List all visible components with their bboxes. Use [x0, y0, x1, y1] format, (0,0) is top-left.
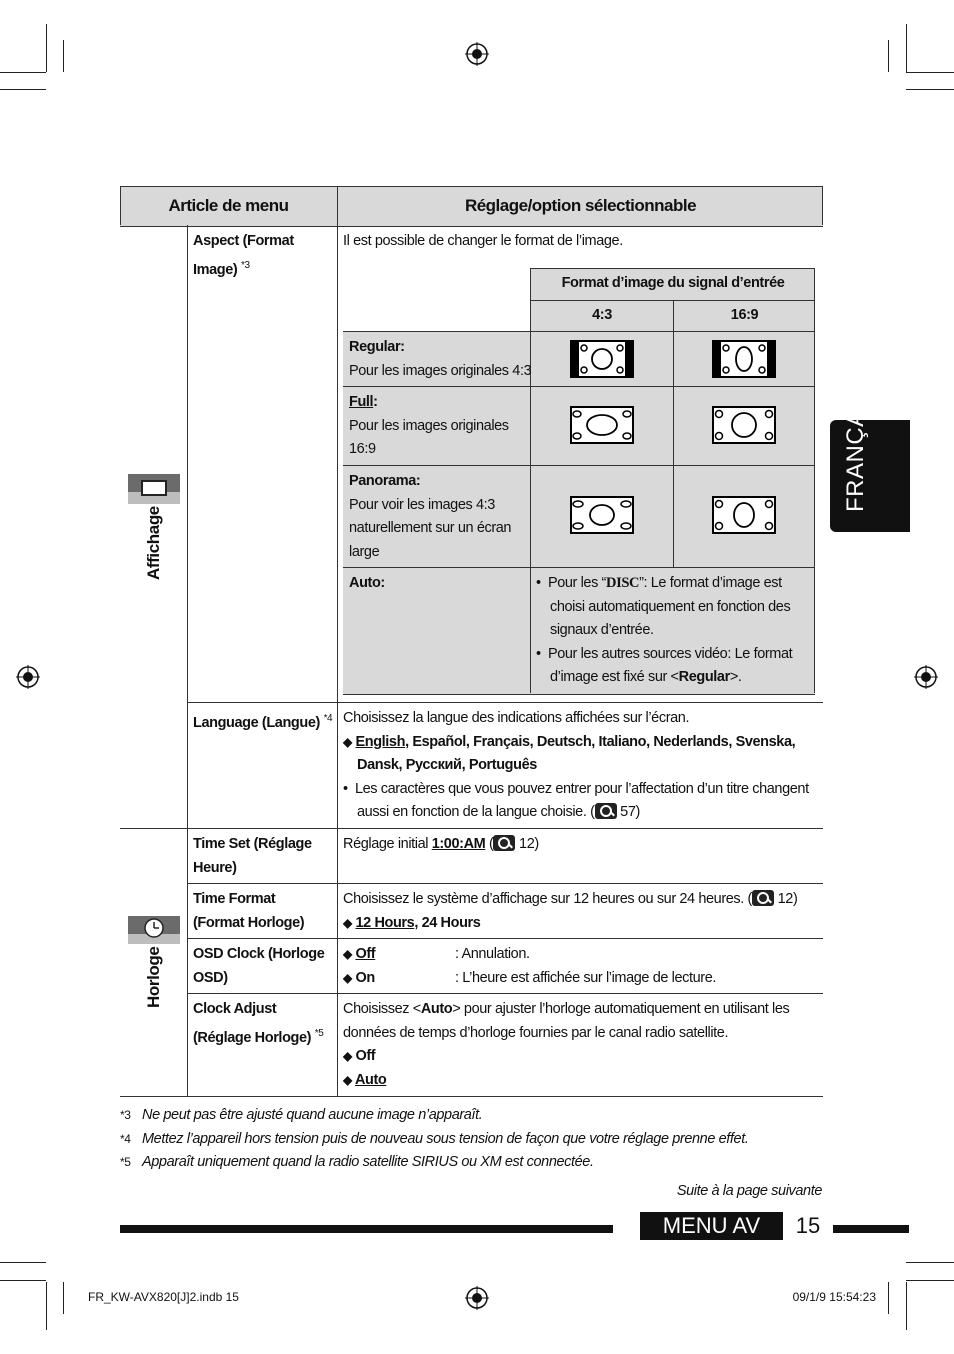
- footnote-text: Mettez l’appareil hors tension puis de nouveau sous tension de façon que votre réglage prenne effet.: [142, 1130, 749, 1147]
- clock-adjust-post: > pour ajuster l’horloge automatiquement en utilisant les: [452, 1001, 790, 1017]
- panorama-desc-3: large: [349, 543, 380, 560]
- diamond-icon: ◆: [343, 734, 352, 749]
- language-bullet-pre: aussi en fonction de la langue choisie. (: [357, 804, 595, 820]
- clock-adjust-pre: Choisissez <: [343, 1001, 421, 1017]
- language-english: English: [355, 733, 406, 750]
- row-divider: [187, 993, 823, 994]
- crop-mark: [906, 24, 907, 72]
- diamond-icon: ◆: [343, 947, 352, 961]
- registration-mark-icon: [914, 665, 938, 689]
- regular-4-3-icon: [570, 340, 634, 378]
- auto-b2-post: >.: [729, 669, 742, 685]
- table-header: [120, 186, 823, 227]
- magnifier-icon: [752, 890, 774, 906]
- footnotes: [120, 1104, 748, 1175]
- footer-section-box: [640, 1212, 783, 1240]
- col-4-3: 4:3: [592, 307, 612, 323]
- regular-16-9-icon: [712, 340, 776, 378]
- osd-title-1: OSD Clock (Horloge: [193, 946, 325, 962]
- language-title: Language (Langue): [193, 714, 320, 731]
- auto-b2-line1: Pour les autres sources vidéo: Le format: [547, 645, 793, 662]
- col-16-9: 16:9: [730, 307, 759, 323]
- auto-title: Auto:: [349, 575, 385, 591]
- clock-adjust-auto-row: [343, 1069, 818, 1093]
- footnote-text: Apparaît uniquement quand la radio satellite SIRIUS ou XM est connectée.: [142, 1154, 594, 1170]
- footnote-mark: *3: [120, 1108, 131, 1122]
- clock-adjust-auto: Auto: [354, 1071, 387, 1088]
- footnote-mark: *4: [120, 1131, 131, 1146]
- crop-mark: [888, 40, 889, 72]
- side-tab-label: FRANÇAIS: [842, 386, 869, 512]
- crop-mark: [46, 24, 47, 72]
- display-screen-icon: [128, 474, 180, 504]
- crop-mark: [0, 1280, 46, 1281]
- regular-desc: Pour les images originales 4:3: [349, 362, 532, 379]
- menu-item-time-set: [193, 833, 312, 880]
- osd-on-row: [343, 967, 818, 991]
- diamond-icon: ◆: [343, 970, 352, 985]
- osd-off-desc: : Annulation.: [455, 946, 530, 962]
- time-format-content: [343, 888, 818, 935]
- footnote-4: [120, 1128, 748, 1152]
- section-label-horloge: Horloge: [144, 946, 163, 1008]
- row-divider: [187, 938, 823, 939]
- crop-mark: [888, 1282, 889, 1314]
- crop-mark: [63, 40, 64, 72]
- clock-adjust-title-1: Clock Adjust: [193, 1001, 277, 1017]
- language-bullet-line2: [343, 801, 818, 825]
- footer-bar-left: [120, 1225, 613, 1233]
- magnifier-icon: [493, 835, 515, 851]
- aspect-title-1: Aspect (Format: [193, 233, 294, 249]
- panorama-desc-2: naturellement sur un écran: [349, 520, 512, 536]
- option-full: [349, 391, 509, 462]
- table-divider: [822, 186, 823, 225]
- osd-off: Off: [355, 946, 376, 962]
- diamond-icon: ◆: [343, 1049, 352, 1063]
- language-bullet-ref: 57): [620, 804, 640, 820]
- language-rest-1: , Español, Français, Deutsch, Italiano, Nederlands, Svenska,: [405, 733, 796, 750]
- osd-on: On: [355, 969, 375, 986]
- crop-mark: [906, 1280, 954, 1281]
- section-label-affichage: Affichage: [144, 506, 163, 580]
- registration-mark-icon: [465, 42, 489, 66]
- time-format-title-1: Time Format: [193, 891, 276, 907]
- inner-divider: [530, 268, 531, 693]
- auto-b2-pre: d’image est fixé sur <: [550, 669, 679, 685]
- time-format-12: 12 Hours: [355, 914, 415, 931]
- crop-mark: [0, 1262, 46, 1263]
- footnote-3: [120, 1104, 748, 1128]
- language-side-tab: [830, 386, 910, 532]
- language-bullet-1: Les caractères que vous pouvez entrer pour l’affectation d’un titre changent: [354, 780, 809, 797]
- row-divider: [120, 828, 823, 829]
- footnote-mark: *5: [120, 1155, 131, 1169]
- aspect-title-2: Image): [193, 261, 238, 278]
- crop-mark: [46, 1282, 47, 1330]
- panorama-desc-1: Pour voir les images 4:3: [349, 496, 495, 513]
- diamond-icon: ◆: [343, 1072, 352, 1087]
- crop-mark: [63, 1282, 64, 1314]
- auto-bullet-1: • Pour les “DISC”: Le format d’image est: [536, 575, 782, 591]
- header-menu-item: Article de menu: [168, 196, 289, 215]
- auto-b1-post: ”: Le format d’image est: [639, 575, 782, 591]
- inner-divider: [673, 300, 674, 568]
- crop-mark: [906, 89, 954, 90]
- row-divider: [120, 1096, 823, 1097]
- table-divider: [187, 225, 188, 1096]
- menu-item-clock-adjust: [193, 998, 323, 1050]
- time-set-ref: 12): [519, 836, 539, 852]
- full-title: Full: [349, 394, 374, 410]
- auto-b1-disc: DISC: [606, 575, 640, 591]
- regular-title: Regular:: [349, 339, 405, 355]
- language-intro: Choisissez la langue des indications affichées sur l’écran.: [343, 710, 690, 726]
- inner-divider: [343, 567, 815, 568]
- clock-adjust-off-row: [343, 1045, 818, 1069]
- time-set-title-2: Heure): [193, 859, 237, 876]
- crop-mark: [906, 72, 954, 73]
- footer-section-label: MENU AV: [662, 1213, 761, 1238]
- language-rest-2: Dansk, Русский, Português: [357, 757, 537, 773]
- time-format-ref: 12): [777, 891, 798, 907]
- inner-divider: [343, 465, 815, 466]
- inner-divider: [814, 268, 815, 693]
- osd-content: [343, 943, 818, 990]
- auto-bullet-2: • Pour les autres sources vidéo: Le format: [536, 645, 793, 662]
- table-divider: [337, 186, 338, 1096]
- menu-item-osd-clock: [193, 943, 324, 990]
- auto-b1-line2: choisi automatiquement en fonction des: [550, 598, 791, 615]
- continue-note: Suite à la page suivante: [676, 1183, 822, 1199]
- crop-mark: [906, 1262, 954, 1263]
- diamond-icon: ◆: [343, 915, 352, 930]
- language-options: [343, 731, 818, 755]
- row-divider: [187, 702, 823, 703]
- full-colon: :: [373, 394, 378, 410]
- auto-b1-line3: signaux d’entrée.: [550, 622, 654, 638]
- footer-bar-right: [833, 1225, 909, 1233]
- clock-adjust-line2: données de temps d’horloge fournies par le canal radio satellite.: [343, 1024, 729, 1041]
- language-content: [343, 707, 818, 825]
- option-regular: [349, 336, 531, 383]
- time-format-pre: Choisissez le système d’affichage sur 12 heures ou sur 24 heures. (: [343, 891, 752, 907]
- full-desc-1: Pour les images originales: [349, 417, 509, 434]
- menu-item-language: [193, 707, 332, 735]
- footnote-5: [120, 1151, 748, 1175]
- footnote-ref: *4: [323, 713, 333, 724]
- full-desc-2: 16:9: [349, 441, 376, 457]
- header-setting-option: Réglage/option sélectionnable: [464, 196, 697, 215]
- aspect-intro: Il est possible de changer le format de l’image.: [343, 233, 623, 249]
- crop-mark: [0, 72, 46, 73]
- clock-adjust-content: [343, 998, 818, 1092]
- panorama-4-3-icon: [570, 496, 634, 534]
- page-number: 15: [795, 1213, 821, 1238]
- time-set-mid: (: [485, 836, 494, 852]
- time-format-options: [343, 912, 818, 936]
- time-format-text: [343, 888, 818, 912]
- auto-b2-bold: Regular: [678, 669, 730, 685]
- crop-mark: [0, 89, 46, 90]
- auto-description: [536, 572, 811, 690]
- time-set-value: 1:00:AM: [431, 836, 486, 852]
- footnote-ref: *3: [240, 259, 250, 271]
- print-datetime: 09/1/9 15:54:23: [792, 1290, 876, 1304]
- print-file-info: FR_KW-AVX820[J]2.indb 15: [88, 1290, 239, 1304]
- aspect-subheader-title: Format d’image du signal d’entrée: [561, 275, 785, 291]
- crop-mark: [906, 1282, 907, 1330]
- auto-b2-line2: [536, 666, 811, 690]
- auto-b1-pre: Pour les “: [547, 575, 606, 591]
- time-format-title-2: (Format Horloge): [193, 914, 305, 931]
- full-16-9-icon: [712, 406, 776, 444]
- panorama-title: Panorama:: [349, 473, 421, 489]
- osd-off-row: [343, 943, 818, 967]
- magnifier-icon: [595, 803, 617, 819]
- osd-title-2: OSD): [193, 969, 228, 986]
- time-set-content: [343, 833, 539, 857]
- registration-mark-icon: [465, 1286, 489, 1310]
- time-set-title-1: Time Set (Réglage: [193, 836, 312, 852]
- time-format-24: , 24 Hours: [414, 914, 481, 931]
- clock-icon: [128, 916, 180, 944]
- panorama-16-9-icon: [712, 496, 776, 534]
- time-set-pre: Réglage initial: [343, 836, 432, 852]
- clock-adjust-title-2: (Réglage Horloge): [193, 1029, 312, 1046]
- full-4-3-icon: [570, 406, 634, 444]
- menu-item-aspect: [193, 230, 294, 282]
- inner-divider: [343, 386, 815, 387]
- clock-adjust-off: Off: [355, 1048, 376, 1064]
- registration-mark-icon: [16, 665, 40, 689]
- language-bullet: • Les caractères que vous pouvez entrer pour l’affectation d’un titre changent: [343, 780, 809, 797]
- osd-on-desc: : L’heure est affichée sur l’image de lecture.: [455, 969, 717, 986]
- row-divider: [187, 883, 823, 884]
- footnote-ref: *5: [314, 1027, 324, 1039]
- clock-adjust-line1: [343, 998, 818, 1022]
- option-panorama: [349, 470, 511, 564]
- footnote-text: Ne peut pas être ajusté quand aucune image n’apparaît.: [142, 1107, 483, 1123]
- clock-adjust-bold: Auto: [420, 1001, 453, 1017]
- menu-item-time-format: [193, 888, 304, 935]
- table-divider: [120, 186, 121, 225]
